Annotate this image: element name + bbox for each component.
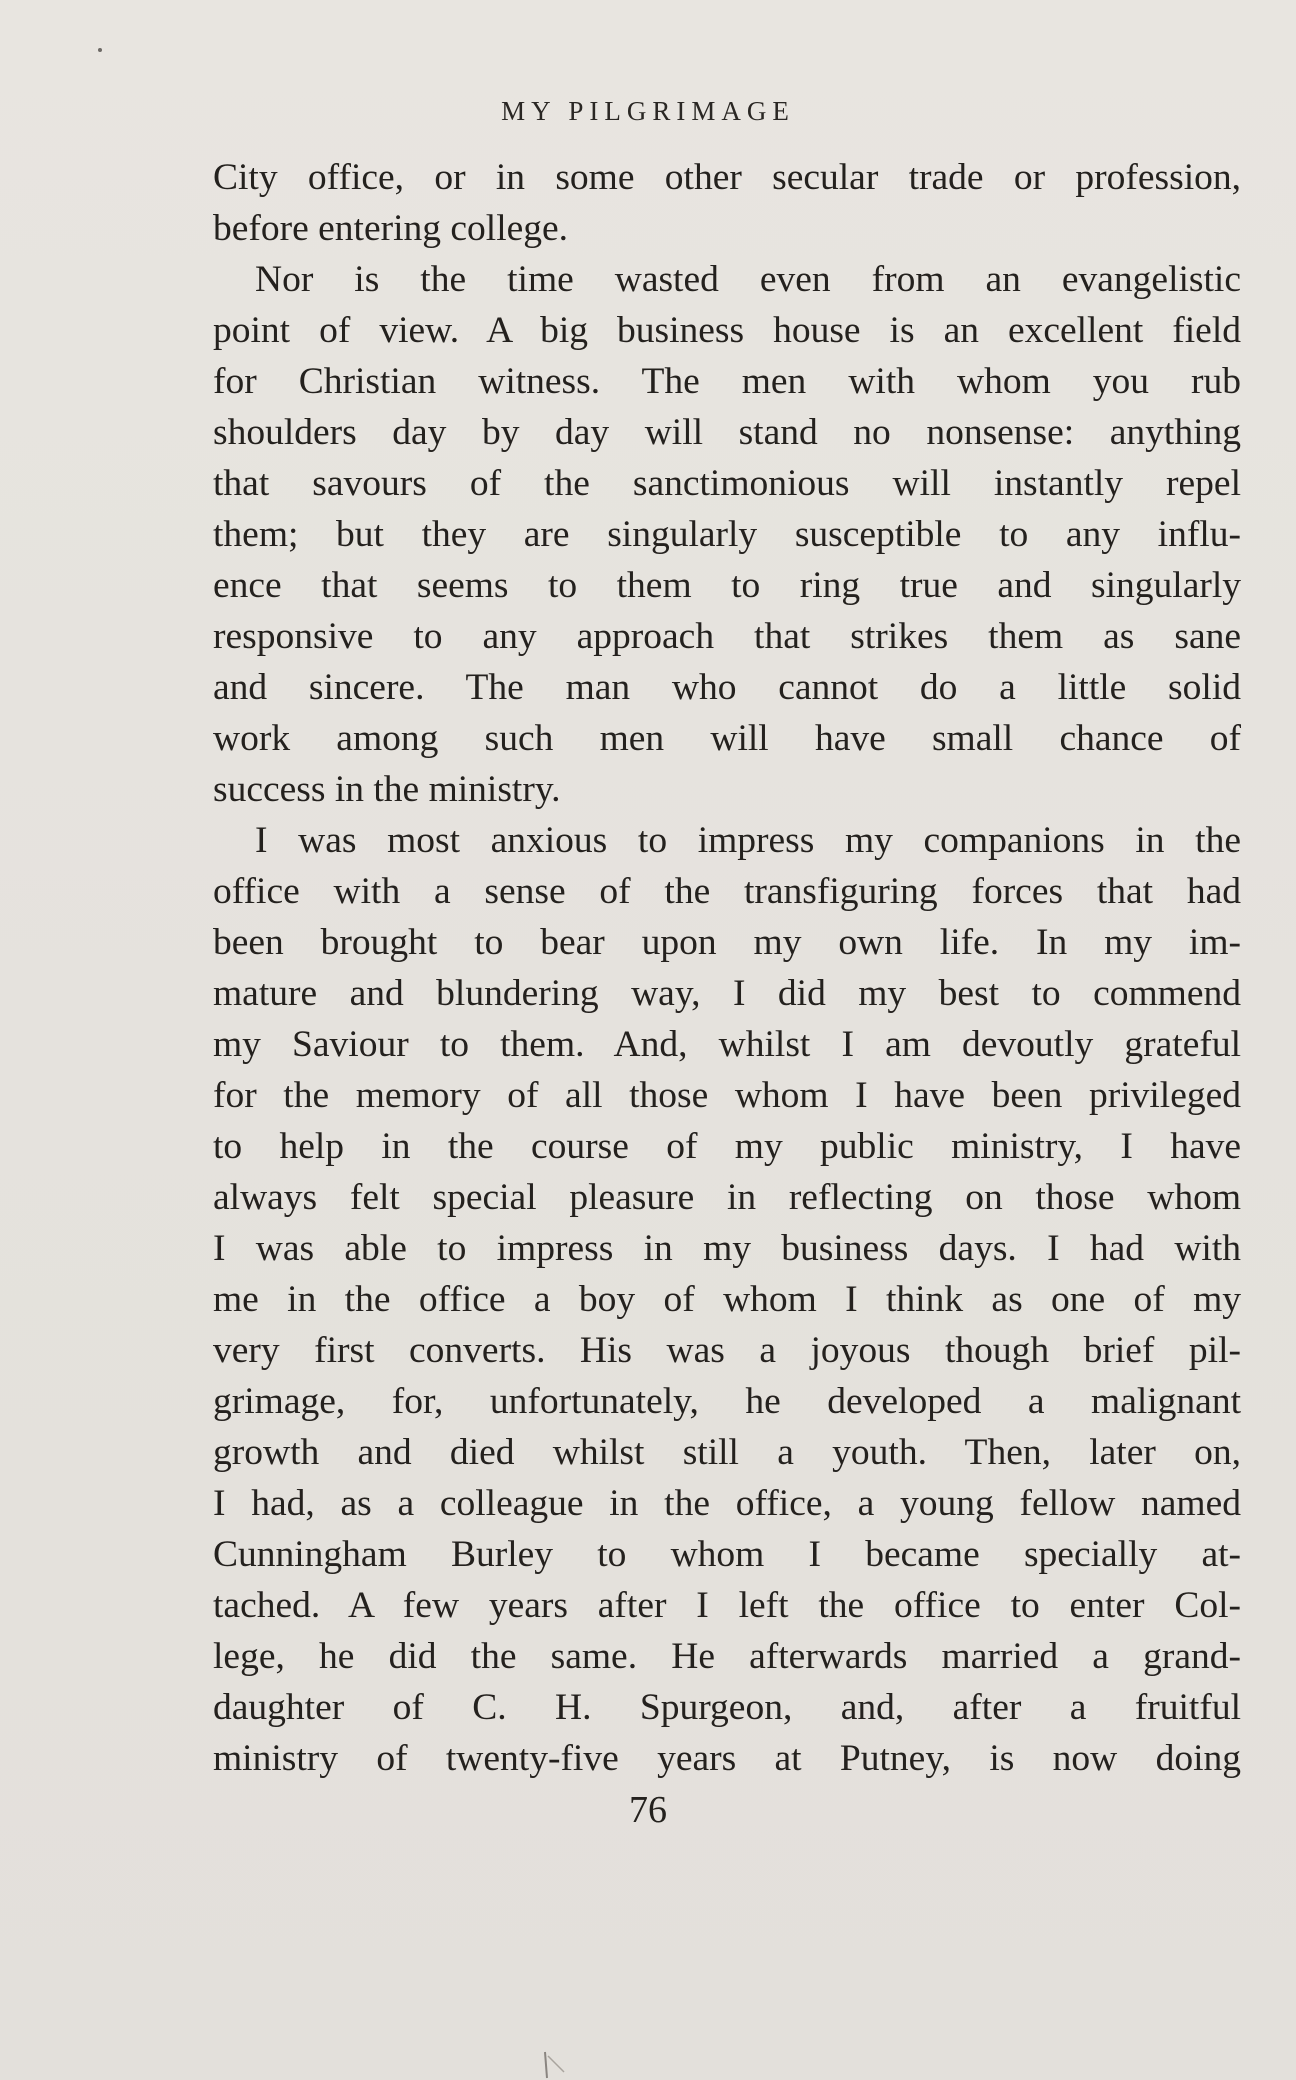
text-line: office with a sense of the transfiguring forces that had [213,871,1241,912]
paper-speck [98,48,102,52]
text-line: Nor is the time wasted even from an evangelistic [255,259,1241,300]
text-line: mature and blundering way, I did my best to commend [213,973,1241,1014]
text-line: shoulders day by day will stand no nonsense: anything [213,412,1241,453]
text-line: lege, he did the same. He afterwards married a grand- [213,1636,1241,1677]
text-line: tached. A few years after I left the office to enter Col- [213,1585,1241,1626]
text-line: them; but they are singularly susceptible to any influ- [213,514,1241,555]
text-line: I was able to impress in my business days. I had with [213,1228,1241,1269]
text-line: ence that seems to them to ring true and singularly [213,565,1241,606]
text-line: work among such men will have small chance of [213,718,1241,759]
text-line: me in the office a boy of whom I think as one of my [213,1279,1241,1320]
body-text [213,152,1241,1784]
ink-mark [540,2050,570,2080]
text-line: been brought to bear upon my own life. In my im- [213,922,1241,963]
text-line: I was most anxious to impress my companions in the [255,820,1241,861]
text-line: before entering college. [213,208,569,249]
text-line: success in the ministry. [213,769,561,810]
text-line: and sincere. The man who cannot do a little solid [213,667,1241,708]
text-line: daughter of C. H. Spurgeon, and, after a fruitful [213,1687,1241,1728]
text-line: I had, as a colleague in the office, a young fellow named [213,1483,1241,1524]
text-line: ministry of twenty-five years at Putney, is now doing [213,1738,1241,1779]
text-line: responsive to any approach that strikes them as sane [213,616,1241,657]
running-head: MY PILGRIMAGE [501,96,795,126]
text-line: Cunningham Burley to whom I became specially at- [213,1534,1241,1575]
text-line: always felt special pleasure in reflecting on those whom [213,1177,1241,1218]
text-line: grimage, for, unfortunately, he developed a malignant [213,1381,1241,1422]
page-number: 76 [629,1789,667,1831]
text-line: my Saviour to them. And, whilst I am devoutly grateful [213,1024,1241,1065]
text-line: for Christian witness. The men with whom you rub [213,361,1241,402]
text-line: very first converts. His was a joyous though brief pil- [213,1330,1241,1371]
text-line: point of view. A big business house is an excellent field [213,310,1241,351]
text-line: for the memory of all those whom I have been privileged [213,1075,1241,1116]
text-line: growth and died whilst still a youth. Then, later on, [213,1432,1241,1473]
text-line: that savours of the sanctimonious will instantly repel [213,463,1241,504]
text-line: to help in the course of my public ministry, I have [213,1126,1241,1167]
text-line: City office, or in some other secular trade or profession, [213,157,1241,198]
